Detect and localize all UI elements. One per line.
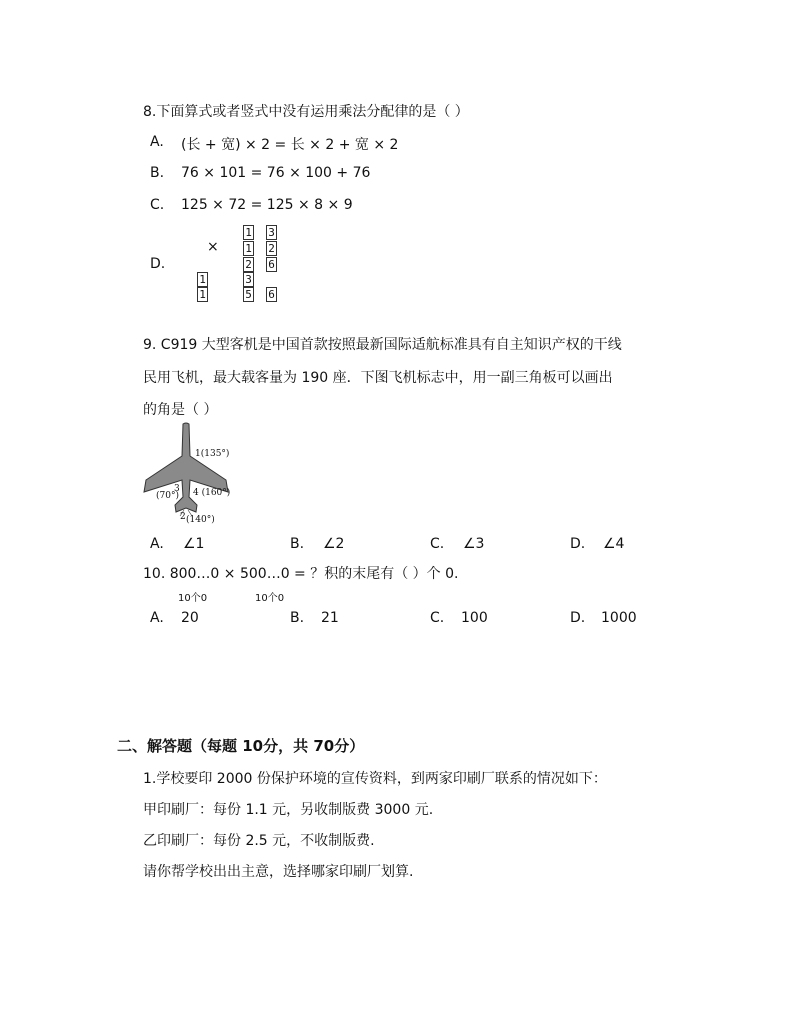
q10-option-d-letter: D. <box>570 610 586 626</box>
q8-option-d-letter: D. <box>150 256 166 272</box>
q9-option-d-letter: D. <box>570 536 586 552</box>
q9-option-c-text: ∠3 <box>463 536 485 552</box>
q9-option-a-letter: A. <box>150 536 164 552</box>
q8-option-c-letter: C. <box>150 197 165 213</box>
vertical-calc-digit: 1 <box>197 287 208 302</box>
q9-stem-line2: 民用飞机，最大载客量为 190 座．下图飞机标志中，用一副三角板可以画出 <box>143 370 613 386</box>
q9-stem-line3: 的角是（ ） <box>143 402 218 418</box>
q10-option-c-text: 100 <box>461 610 488 626</box>
angle-3-label: 3 <box>174 484 180 494</box>
q10-option-a-letter: A. <box>150 610 164 626</box>
section-2-q1-line1: 1.学校要印 2000 份保护环境的宣传资料，到两家印刷厂联系的情况如下： <box>143 771 607 787</box>
q8-option-c-text: 125 × 72 = 125 × 8 × 9 <box>181 197 353 213</box>
q10-option-b-text: 21 <box>321 610 339 626</box>
section-2-q1-line2: 甲印刷厂：每份 1.1 元，另收制版费 3000 元. <box>143 802 434 818</box>
q9-stem-line1: 9. C919 大型客机是中国首款按照最新国际适航标准具有自主知识产权的干线 <box>143 337 622 353</box>
q10-option-b-letter: B. <box>290 610 305 626</box>
angle-4-label: 4 (160°) <box>193 488 231 498</box>
angle-70-label: (70°) <box>156 491 179 501</box>
section-2-title: 二、解答题（每题 10分，共 70分） <box>117 737 365 755</box>
vertical-calc-digit: 3 <box>243 272 254 287</box>
airplane-figure <box>140 422 232 526</box>
vertical-calc-digit: 1 <box>243 225 254 240</box>
q10-subscript-1: 10个0 <box>178 593 208 604</box>
vertical-calc-digit: 5 <box>243 287 254 302</box>
q9-option-b-text: ∠2 <box>323 536 345 552</box>
vertical-calc-digit: 6 <box>266 257 277 272</box>
vertical-calc-digit: 1 <box>197 272 208 287</box>
vertical-calc-digit: 6 <box>266 287 277 302</box>
q8-option-a-text: (长 + 宽) × 2 = 长 × 2 + 宽 × 2 <box>181 137 399 153</box>
q10-option-a-text: 20 <box>181 610 199 626</box>
q8-option-a-letter: A. <box>150 134 164 150</box>
q9-option-a-text: ∠1 <box>183 536 205 552</box>
angle-1-label: 1(135°) <box>195 449 230 459</box>
vertical-calc-digit: 3 <box>266 225 277 240</box>
section-2-q1-line4: 请你帮学校出出主意，选择哪家印刷厂划算. <box>143 864 414 880</box>
q8-stem: 8.下面算式或者竖式中没有运用乘法分配律的是（ ） <box>143 104 469 120</box>
q8-option-b-text: 76 × 101 = 76 × 100 + 76 <box>181 165 371 181</box>
vertical-calc-digit: 2 <box>243 257 254 272</box>
angle-2-label: 2 <box>180 512 186 522</box>
vertical-calc-digit: 1 <box>243 241 254 256</box>
section-2-q1-line3: 乙印刷厂：每份 2.5 元，不收制版费. <box>143 833 375 849</box>
vertical-calc-digit: 2 <box>266 241 277 256</box>
q9-option-c-letter: C. <box>430 536 445 552</box>
q10-stem: 10. 800…0 × 500…0 = ？积的末尾有（ ）个 0. <box>143 566 459 582</box>
q9-option-d-text: ∠4 <box>603 536 625 552</box>
q9-option-b-letter: B. <box>290 536 305 552</box>
q8-option-b-letter: B. <box>150 165 165 181</box>
q10-subscript-2: 10个0 <box>255 593 285 604</box>
q10-option-d-text: 1000 <box>601 610 637 626</box>
vertical-calc-times-sign: × <box>207 239 219 255</box>
q10-option-c-letter: C. <box>430 610 445 626</box>
angle-140-label: (140°) <box>186 515 215 525</box>
